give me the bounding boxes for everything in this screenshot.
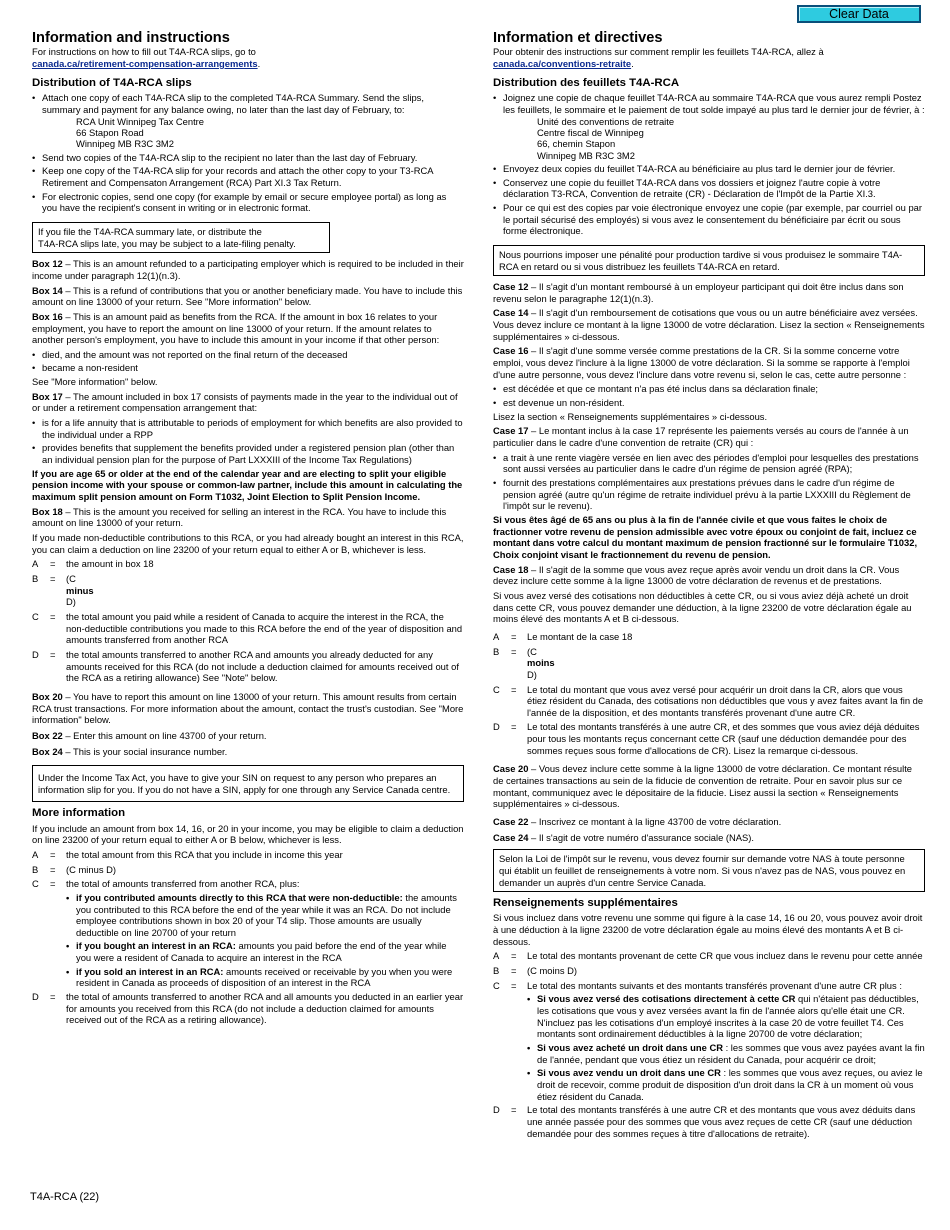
list-item: • is for a life annuity that is attributable to periods of employment for which benefits are also provided to the individual under a RPP xyxy=(32,417,464,440)
en-box-22: Box 22 – Enter this amount on line 43700 of your return. xyxy=(32,729,267,741)
fr-late-filing-box: Nous pourrions imposer une pénalité pour production tardive si vous produisez le sommaire T4A-RCA en retard ou si vous distribuez les feuillets T4A-RCA en retard. xyxy=(493,245,925,276)
fr-distribution-heading: Distribution des feuillets T4A-RCA xyxy=(493,77,680,90)
fr-formula-b: B = (C moins D) xyxy=(493,645,555,680)
en-more-c-list xyxy=(66,892,464,989)
fr-case16-list xyxy=(493,383,925,408)
en-more-formula-a: A = the total amount from this RCA that you include in income this year xyxy=(32,848,343,860)
en-box18-deduction: If you made non-deductible contributions to this RCA, or you had already bought an interest in this RCA, you can claim a deduction on line 23200 of your return equal to either A or B, whichever is less. xyxy=(32,532,464,555)
fr-more-formula-c: C = Le total des montants suivants et des montants transférés provenant d'une autre CR plus : xyxy=(493,979,902,991)
fr-distribution-list xyxy=(493,92,925,236)
fr-formula-d: D = Le total des montants transférés à une autre CR, et des sommes que vous aviez déjà déduites pour tous les montants reçus concernant cette CR (sauf une déduction demandée pour des sommes reçues sous forme d'allocations de CR). Lisez la remarque ci-dessous. xyxy=(493,721,920,756)
list-item: • Pour ce qui est des copies par voie électronique envoyez une copie (par exemple, par courriel ou par le portail sécurisé des employés) si vous avez le consentement du bénéficiaire par écrit ou sous forme électronique. xyxy=(493,202,925,237)
english-column xyxy=(32,30,464,1029)
list-item: • died, and the amount was not reported on the final return of the deceased xyxy=(32,349,464,361)
list-item: • fournit des prestations complémentaires aux prestations prévues dans le cadre d'un régime de pension agréé (autre qu'un régime de retraite individuel prévu à la partie LXXXIII du Règlement de l'impôt sur le revenu). xyxy=(493,477,925,512)
list-item: • Keep one copy of the T4A-RCA slip for your records and attach the other copy to your T3-RCA Retirement and Compensaton Arrangement (RCA) Part XI.3 Tax Return. xyxy=(32,165,464,188)
fr-more-formula-b: B = (C moins D) xyxy=(493,965,578,977)
fr-formula-c: C = Le total du montant que vous avez versé pour acquérir un droit dans la CR, alors que vous étiez résident du Canada, des cotisations non déductibles que vous y avez faites avant la fin de l'année de la disposition, et des montants transférés provenant d'une autre CR. xyxy=(493,683,924,718)
list-item: • if you contributed amounts directly to this RCA that were non-deductible: the amounts you contributed to this RCA before the end of the year while it was an RCA. Do not include employee contributions shown in box 20 of your T4 slip. Those amounts are usually deductible on line 20700 of your return xyxy=(66,892,464,939)
en-title: Information and instructions xyxy=(32,30,230,46)
en-mailing-address: RCA Unit Winnipeg Tax Centre 66 Stapon Road Winnipeg MB R3C 3M2 xyxy=(76,115,205,150)
fr-case-24: Case 24 – Il s'agit de votre numéro d'assurance sociale (NAS). xyxy=(493,831,755,843)
clear-data-button[interactable]: Clear Data xyxy=(797,5,921,23)
fr-more-info-heading: Renseignements supplémentaires xyxy=(493,897,678,910)
en-more-formula-d: D = the total of amounts transferred to another RCA and all amounts you deducted in an earlier year for amounts you received from this RCA (do not include a deduction claimed for amounts received out of the RCA as a retiring allowance). xyxy=(32,991,464,1026)
en-formula-d: D = the total amounts transferred to another RCA and amounts you already deducted for any amounts received for this RCA (do not include a deduction claimed for amounts received out of the RCA as a retiring allowance) See "Note" below. xyxy=(32,648,459,684)
list-item: • Si vous avez acheté un droit dans une CR : les sommes que vous avez payées avant la fin de l'année, pendant que vous étiez un résident du Canada, pour acquérir ce droit; xyxy=(527,1042,925,1065)
en-formula-c: C = the total amount you paid while a resident of Canada to acquire the interest in the RCA, the non-deductible contributions you made to this RCA before the end of the year of disposition and amounts transferred from another RCA xyxy=(32,610,463,646)
list-item: • Attach one copy of each T4A-RCA slip to the completed T4A-RCA Summary. Send the slips, summary and payment for any balance owing, no later than the last day of February, to: RCA Unit Winnipeg Tax Centre 66 Stapon Road Winnipeg MB R3C 3M2 xyxy=(32,92,464,149)
en-box-16: Box 16 – This is an amount paid as benefits from the RCA. If the amount in box 16 relates to your employment, you have to report the amount on line 13000 of your return. If the amount relates to another person's employment, you have to include this amount in your income if that other person: xyxy=(32,310,440,346)
list-item: • Si vous avez versé des cotisations directement à cette CR qui n'étaient pas déductibles, les cotisations que vous y avez versées avant la fin de l'année alors qu'elle était une CR. N'incluez pas les cotisations d'un employé inscrites à la case 20 de votre feuillet T4. Ces montants sont ordinairement déductibles à la ligne 20700 de votre déclaration; xyxy=(527,993,925,1040)
fr-more-info-text: Si vous incluez dans votre revenu une somme qui figure à la case 14, 16 ou 20, vous pouvez avoir droit à une déduction à la ligne 23200 de votre déclaration égale au moins élevé des montants A et B ci-dessous. xyxy=(493,912,923,947)
en-intro: For instructions on how to fill out T4A-RCA slips, go to canada.ca/retirement-compensation-arrangements. xyxy=(32,46,261,69)
en-box16-see: See "More information" below. xyxy=(32,376,158,388)
list-item: • est devenue un non-résident. xyxy=(493,397,925,409)
en-box-12: Box 12 – This is an amount refunded to a participating employer which is required to be included in their income under paragraph 12(1)(n.3). xyxy=(32,258,464,281)
fr-case17-list xyxy=(493,452,925,512)
fr-more-formula-a: A = Le total des montants provenant de cette CR que vous incluez dans le revenu pour cette année xyxy=(493,950,923,962)
en-distribution-heading: Distribution of T4A-RCA slips xyxy=(32,77,192,90)
en-late-filing-box: If you file the T4A-RCA summary late, or distribute the T4A-RCA slips late, you may be subject to a late-filing penalty. xyxy=(32,222,330,253)
fr-intro-link[interactable]: canada.ca/conventions-retraite xyxy=(493,57,632,69)
form-identifier: T4A-RCA (22) xyxy=(30,1191,100,1203)
fr-case18-deduction: Si vous avez versé des cotisations non déductibles à cette CR, ou si vous aviez déjà acheté un droit dans cette CR, vous pouvez demander une déduction, à la ligne 23200 de votre déclaration égale au moins élevé des montants A et B ci-dessous. xyxy=(493,589,912,625)
fr-case-14: Case 14 – Il s'agit d'un remboursement de cotisations que vous ou un autre bénéficiaire avez versées. Vous devez inclure ce montant à la ligne 13000 de votre déclaration. Lisez la section « Renseignements supplémentaires » ci-dessous. xyxy=(493,307,925,342)
fr-case-16: Case 16 – Il s'agit d'une somme versée comme prestations de la CR. Si la somme concerne votre emploi, vous devez l'inclure à la ligne 13000 de votre déclaration. Si la somme se rapporte à l'emploi d'une autre personne, vous devez l'inclure dans votre revenu si, selon le cas, cette autre personne : xyxy=(493,345,910,380)
fr-split-pension-note: Si vous êtes âgé de 65 ans ou plus à la fin de l'année civile et que vous faites le choix de fractionner votre revenu de pension admissible avec votre époux ou conjoint de fait, incluez ce montant dans votre calcul du montant maximum de pension fractionné sur le formulaire T1032, Choix conjoint visant le fractionnement du revenu de pension. xyxy=(493,513,918,560)
fr-more-c-list xyxy=(527,993,925,1102)
en-intro-link[interactable]: canada.ca/retirement-compensation-arrangements xyxy=(32,57,258,69)
en-more-formula-b: B = (C minus D) xyxy=(32,863,117,875)
list-item: • provides benefits that supplement the benefits provided under a registered pension plan (other than an individual pension plan for the purpose of Part LXXXIII of the Income Tax Regulations) xyxy=(32,442,464,465)
fr-case16-see: Lisez la section « Renseignements supplémentaires » ci-dessous. xyxy=(493,410,768,422)
list-item: • became a non-resident xyxy=(32,362,464,374)
en-more-info-text: If you include an amount from box 14, 16, or 20 in your income, you may be eligible to claim a deduction on line 23200 of your return equal to either A or B below, whichever is less. xyxy=(32,822,464,846)
list-item: • Joignez une copie de chaque feuillet T4A-RCA au sommaire T4A-RCA que vous aurez rempli Postez les feuillets, le sommaire et le paiement de tout solde impayé au plus tard le dernier jour de février, à : Unité des conventions de retraite Centre fiscal de Winnipeg 66, chemin Stapon Winnipeg MB R3C 3M2 xyxy=(493,92,925,160)
fr-mailing-address: Unité des conventions de retraite Centre fiscal de Winnipeg 66, chemin Stapon Winnipeg MB R3C 3M2 xyxy=(537,115,675,161)
list-item: • if you sold an interest in an RCA: amounts received or receivable by you when you were resident in Canada as proceeds of disposition of an interest in the RCA xyxy=(66,966,464,989)
en-formula-a: A = the amount in box 18 xyxy=(32,558,154,570)
fr-case-12: Case 12 – Il s'agit d'un montant remboursé à un employeur participant qui doit être inclus dans son revenu selon le paragraphe 12(1)(n.3). xyxy=(493,281,904,304)
en-more-formula-c: C = the total of amounts transferred from another RCA, plus: xyxy=(32,878,300,890)
en-split-pension-note: If you are age 65 or older at the end of the calendar year and are electing to split your eligible pension income with your spouse or common-law partner, include this amount in calculating the maximum split pension amount on Form T1032, Joint Election to Split Pension Income. xyxy=(32,467,463,503)
fr-case-17: Case 17 – Le montant inclus à la case 17 représente les paiements versés au cours de l'année à un particulier dans le cadre d'une convention de retraite (CR) qui : xyxy=(493,425,909,449)
en-more-info-heading: More information xyxy=(32,807,126,820)
french-column xyxy=(493,30,925,1142)
fr-more-formula-d: D = Le total des montants transférés à une autre CR et des montants que vous avez déduits dans une année passée pour des sommes que vous avez reçues de cette CR (sauf une déduction demandée pour des sommes reçues à titre d'allocations de retraite). xyxy=(493,1104,916,1139)
en-box-14: Box 14 – This is a refund of contributions that you or another beneficiary made. You have to include this amount on line 13000 of your return. See "More information" below. xyxy=(32,284,463,308)
en-sin-box: Under the Income Tax Act, you have to give your SIN on request to any person who prepares an information slip for you. If you do not have a SIN, apply for one through any Service Canada centre. xyxy=(32,765,464,802)
list-item: • est décédée et que ce montant n'a pas été inclus dans sa déclaration finale; xyxy=(493,383,925,395)
list-item: • a trait à une rente viagère versée en lien avec des périodes d'emploi pour lesquelles des prestations sont aussi versées au particulier dans le cadre d'un régime de pension agréé (RPA); xyxy=(493,452,925,475)
fr-case-20: Case 20 – Vous devez inclure cette somme à la ligne 13000 de votre déclaration. Ce montant résulte de certaines transactions au sein de la fiducie de convention de retraite. Pour en savoir plus sur ce montant, communiquez avec le dépositaire de la fiducie. Lisez aussi la section « Renseignements supplémentaires » ci-dessous. xyxy=(493,763,913,810)
fr-intro: Pour obtenir des instructions sur comment remplir les feuillets T4A-RCA, allez à canada.ca/conventions-retraite. xyxy=(493,46,824,69)
en-box-20: Box 20 – You have to report this amount on line 13000 of your return. This amount results from certain RCA trust transactions. For more information about the amount, contact the trust's custodian. See "More information" below. xyxy=(32,690,464,726)
list-item: • Conservez une copie du feuillet T4A-RCA dans vos dossiers et joignez l'autre copie à votre déclaration T3-RCA, Convention de retraite (CR) - Déclaration de l'Impôt de la Partie XI.3. xyxy=(493,177,925,200)
en-box17-list xyxy=(32,417,464,466)
fr-case-22: Case 22 – Inscrivez ce montant à la ligne 43700 de votre déclaration. xyxy=(493,816,782,828)
en-formula-b: B = (C minus D) xyxy=(32,572,94,608)
fr-case-18: Case 18 – Il s'agit de la somme que vous avez reçue après avoir vendu un droit dans la CR. Vous devez inclure cette somme à la ligne 13000 de votre déclaration de revenus et de prestations. xyxy=(493,563,900,587)
fr-formula-a: A = Le montant de la case 18 xyxy=(493,630,633,642)
fr-sin-box: Selon la Loi de l'impôt sur le revenu, vous devez fournir sur demande votre NAS à toute personne qui établit un feuillet de renseignements à votre nom. Si vous n'avez pas de NAS, vous pouvez en demander un auprès d'un centre Service Canada. xyxy=(493,849,925,892)
list-item: • Envoyez deux copies du feuillet T4A-RCA au bénéficiaire au plus tard le dernier jour de février. xyxy=(493,163,925,175)
en-box16-list xyxy=(32,349,464,374)
fr-title: Information et directives xyxy=(493,30,663,46)
list-item: • Send two copies of the T4A-RCA slip to the recipient no later than the last day of February. xyxy=(32,152,464,164)
en-distribution-list xyxy=(32,92,464,213)
en-box-24: Box 24 – This is your social insurance number. xyxy=(32,745,228,757)
en-box-17: Box 17 – The amount included in box 17 consists of payments made in the year to the individual out of or under a retirement compensation arrangement that: xyxy=(32,390,458,414)
list-item: • if you bought an interest in an RCA: amounts you paid before the end of the year while you were a resident of Canada to acquire an interest in the RCA xyxy=(66,940,464,963)
list-item: • Si vous avez vendu un droit dans une CR : les sommes que vous avez reçues, ou aviez le droit de recevoir, comme produit de disposition d'un droit dans la CR à un moment où vous étiez résident du Canada. xyxy=(527,1067,925,1102)
list-item: • For electronic copies, send one copy (for example by email or secure employee portal) as long as you have the recipient's consent in writing or in electronic format. xyxy=(32,191,464,214)
en-box-18: Box 18 – This is the amount you received for selling an interest in the RCA. You have to include this amount on line 13000 of your return. xyxy=(32,505,447,529)
